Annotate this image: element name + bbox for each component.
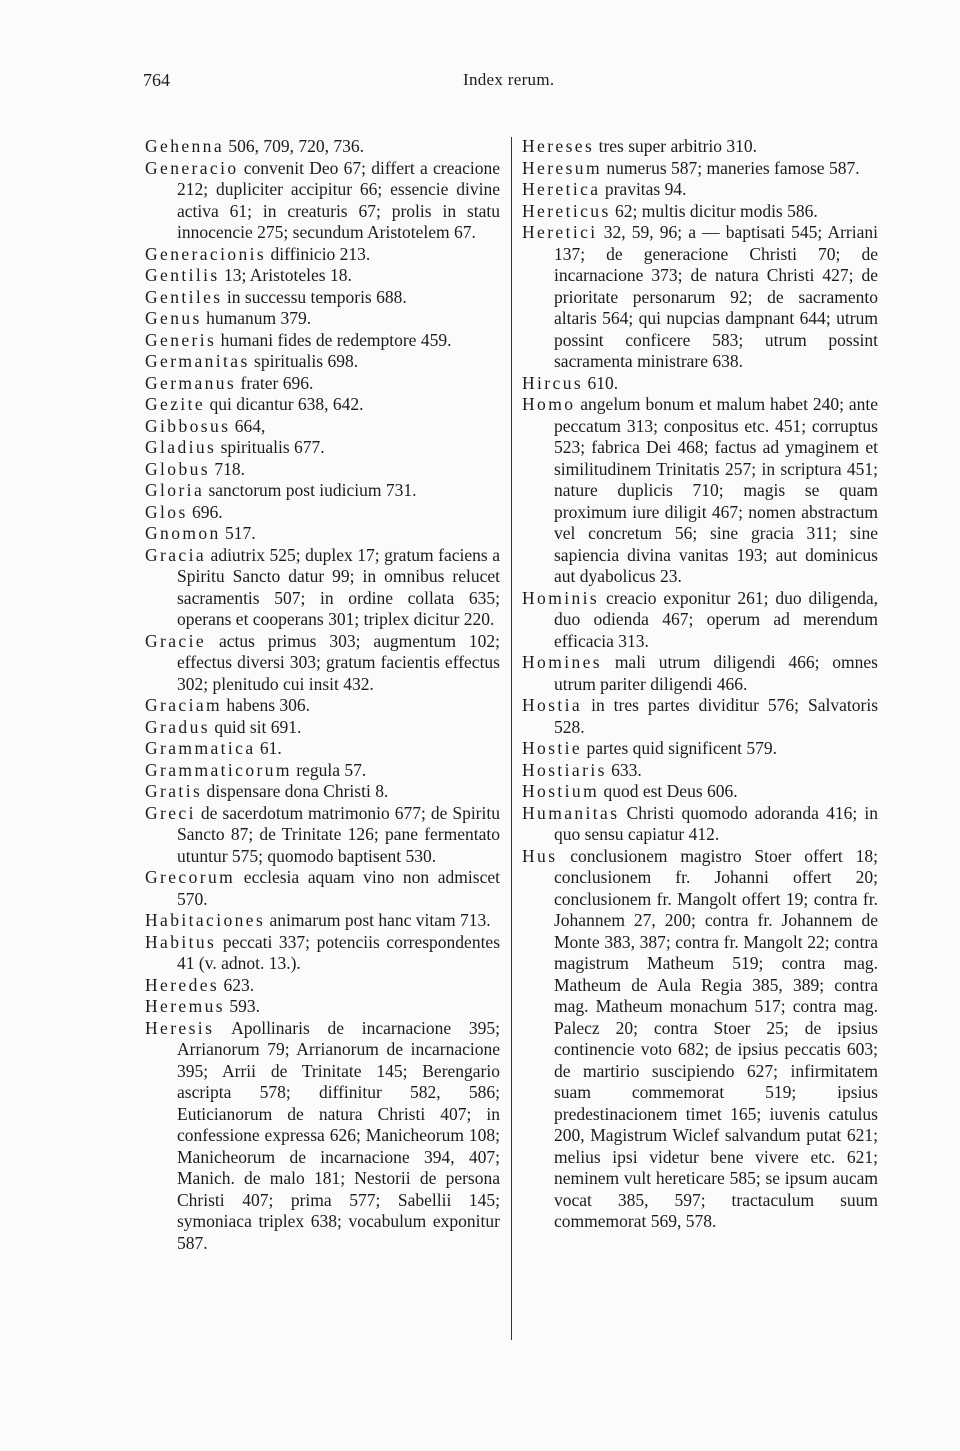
- entry-headword: Grammaticorum: [145, 759, 292, 780]
- index-entry: [145, 695, 500, 717]
- index-entry: [145, 631, 500, 696]
- index-entry: [145, 308, 500, 330]
- index-entry: [145, 996, 500, 1018]
- index-entry: [145, 803, 500, 868]
- entry-headword: Hircus: [522, 372, 584, 393]
- entry-references: pravitas 94.: [604, 179, 687, 199]
- entry-headword: Heresis: [145, 1017, 215, 1038]
- entry-headword: Heresum: [522, 157, 602, 178]
- index-entry: [145, 373, 500, 395]
- entry-headword: Gratis: [145, 781, 203, 801]
- entry-references: adiutrix 525; duplex 17; gratum faciens a Spiritu Sancto datur 99; in omnibus relucet sacramentis 507; in ordine collata 635; operans et cooperans 301; triplex dicitur 220.: [177, 544, 500, 629]
- index-entry: [145, 437, 500, 459]
- index-entry: [145, 394, 500, 416]
- entry-references: in successu temporis 688.: [226, 286, 407, 307]
- entry-references: 517.: [225, 523, 256, 543]
- index-entry: [522, 803, 878, 846]
- entry-references: spiritualis 677.: [220, 437, 325, 457]
- index-entry: [145, 910, 500, 932]
- entry-references: 61.: [259, 738, 282, 758]
- entry-references: 696.: [192, 501, 223, 522]
- index-entry: [145, 330, 500, 352]
- index-entry: [145, 545, 500, 631]
- index-entry: [145, 265, 500, 287]
- entry-headword: Heremus: [145, 996, 225, 1016]
- entry-references: regula 57.: [296, 759, 367, 780]
- entry-headword: Gentilis: [145, 265, 220, 285]
- entry-references: 593.: [229, 996, 260, 1016]
- running-title: Index rerum.: [463, 70, 555, 89]
- entry-headword: Hostium: [522, 781, 600, 801]
- entry-headword: Germanus: [145, 372, 237, 393]
- entry-references: quid sit 691.: [214, 716, 302, 737]
- entry-headword: Glos: [145, 501, 188, 522]
- page-number: 764: [143, 70, 170, 90]
- entry-headword: Hostia: [522, 695, 583, 715]
- entry-references: partes quid significent 579.: [586, 738, 777, 758]
- entry-headword: Generacio: [145, 157, 239, 178]
- index-entry: [522, 158, 878, 180]
- entry-references: de sacerdotum matrimonio 677; de Spiritu Sancto 87; de Trinitate 126; pane fermentato utuntur 575; quomodo baptisent 530.: [177, 802, 500, 866]
- index-entry: [522, 201, 878, 223]
- index-entry: [145, 502, 500, 524]
- entry-references: 13; Aristoteles 18.: [224, 265, 352, 285]
- entry-headword: Hus: [522, 845, 558, 866]
- index-entry: [145, 1018, 500, 1255]
- entry-headword: Graciam: [145, 695, 223, 715]
- entry-references: 610.: [587, 372, 619, 393]
- index-entry: [145, 158, 500, 244]
- entry-references: numerus 587; maneries famose 587.: [606, 157, 860, 178]
- entry-headword: Generis: [145, 329, 217, 350]
- entry-headword: Gloria: [145, 480, 205, 500]
- index-entry: [522, 373, 878, 395]
- entry-references: animarum post hanc vitam 713.: [269, 910, 491, 930]
- entry-headword: Germanitas: [145, 351, 250, 371]
- index-entry: [145, 738, 500, 760]
- entry-references: 32, 59, 96; a — baptisati 545; Arriani 137; de generacione Christi 70; de incarnacione 373; de natura Christi 427; de prioritate personarum 92; de sacramento altaris 564; qui nupcias dampnant 644; utrum possint conficere 583; utrum possint sacramenta ministrare 638.: [554, 222, 879, 371]
- entry-headword: Gehenna: [145, 136, 224, 156]
- index-entry: [522, 760, 878, 782]
- entry-headword: Gradus: [145, 716, 210, 737]
- entry-headword: Hostiaris: [522, 759, 607, 780]
- entry-references: 506, 709, 720, 736.: [228, 136, 364, 156]
- entry-headword: Grecorum: [145, 867, 236, 887]
- entry-references: 718.: [214, 458, 245, 479]
- entry-headword: Hostie: [522, 738, 583, 758]
- entry-references: conclusionem magistro Stoer offert 18; conclusionem fr. Johanni offert 20; conclusionem fr. Mangolt offert 19; contra fr. Johannem 27, 200; contra fr. Johannem de Monte 383, 387; contra fr. Mangolt 22; contra magistrum Matheum 519; contra mag. Matheum de Aula Regia 385, 389; contra mag. Matheum monachum 517; contra mag. Palecz 20; contra Stoer 25; de ipsius continencie voto 682; de ipsius peccatis 603; de martirio suscipiendo 627; infirmitatem suam commemorat 519; ipsius predestinacionem timet 165; iuvenis catulus 200, Magistrum Wiclef salvandum putat 621; melius ipsi videtur bene vivere etc. 621; neminem vult hereticare 585; se ipsum aucam vocat 385, 597; tractaculum suum commemorat 569, 578.: [554, 845, 878, 1231]
- entry-references: Christi quomodo adoranda 416; in quo sensu capiatur 412.: [554, 802, 878, 844]
- entry-references: quod est Deus 606.: [603, 781, 738, 801]
- entry-references: actus primus 303; augmentum 102; effectus diversi 303; gratum facientis effectus 302; plenitudo cui insit 432.: [177, 630, 501, 694]
- entry-references: 623.: [223, 974, 255, 995]
- entry-references: peccati 337; potenciis correspondentes 41 (v. adnot. 13.).: [177, 931, 501, 973]
- entry-headword: Gracie: [145, 630, 207, 651]
- entry-headword: Heretica: [522, 179, 601, 199]
- entry-references: habens 306.: [226, 695, 311, 715]
- entry-references: 664,: [234, 415, 266, 436]
- index-entry: [145, 480, 500, 502]
- entry-headword: Gnomon: [145, 523, 221, 543]
- entry-references: tres super arbitrio 310.: [598, 136, 758, 156]
- index-entry: [522, 179, 878, 201]
- index-entry: [522, 781, 878, 803]
- entry-references: frater 696.: [240, 372, 314, 393]
- entry-headword: Genus: [145, 308, 202, 328]
- entry-headword: Grammatica: [145, 738, 256, 758]
- column-divider: [511, 137, 512, 1340]
- entry-headword: Homo: [522, 394, 576, 414]
- entry-references: in tres partes dividitur 576; Salvatoris 528.: [554, 695, 879, 737]
- entry-references: humani fides de redemptore 459.: [220, 329, 452, 350]
- entry-headword: Gracia: [145, 544, 207, 565]
- right-column: [522, 136, 878, 1233]
- index-entry: [522, 652, 878, 695]
- index-entry: [145, 975, 500, 997]
- index-entry: [145, 287, 500, 309]
- index-entry: [145, 523, 500, 545]
- entry-headword: Hereses: [522, 136, 595, 156]
- index-entry: [522, 846, 878, 1233]
- entry-headword: Homines: [522, 652, 602, 672]
- index-entry: [522, 695, 878, 738]
- entry-references: convenit Deo 67; differt a creacione 212; dupliciter accipitur 66; essencie divine activa 61; in creaturis 67; prolis in statu innocencie 275; secundum Aristotelem 67.: [177, 157, 501, 242]
- entry-references: Apollinaris de incarnacione 395; Arrianorum 79; Arrianorum de incarnacione 395; Arrii de Trinitate 145; Berengario ascripta 578; diffinitur 582, 586; Euticianorum de natura Christi 407; in confessione expressa 626; Manicheorum 108; Manicheorum de incarnacione 394, 407; Manich. de malo 181; Nestorii de persona Christi 407; prima 577; Sabellii 145; symoniaca triplex 638; vocabulum exponitur 587.: [177, 1017, 500, 1253]
- entry-headword: Generacionis: [145, 243, 267, 264]
- index-entry: [145, 459, 500, 481]
- entry-headword: Gibbosus: [145, 415, 231, 436]
- entry-headword: Humanitas: [522, 802, 620, 823]
- index-entry: [145, 136, 500, 158]
- index-entry: [522, 738, 878, 760]
- index-entry: [145, 244, 500, 266]
- entry-headword: Hereticus: [522, 200, 611, 221]
- index-entry: [145, 351, 500, 373]
- entry-references: qui dicantur 638, 642.: [209, 394, 364, 414]
- index-entry: [145, 416, 500, 438]
- entry-headword: Heredes: [145, 974, 220, 995]
- entry-references: mali utrum diligendi 466; omnes utrum pariter diligendi 466.: [554, 652, 878, 694]
- entry-references: dispensare dona Christi 8.: [206, 781, 389, 801]
- index-entry: [522, 588, 878, 653]
- entry-headword: Habitaciones: [145, 910, 266, 930]
- entry-headword: Gentiles: [145, 286, 223, 307]
- entry-headword: Gezite: [145, 394, 206, 414]
- index-entry: [145, 867, 500, 910]
- index-entry: [145, 760, 500, 782]
- index-entry: [145, 932, 500, 975]
- entry-references: humanum 379.: [206, 308, 312, 328]
- entry-references: creacio exponitur 261; duo diligenda, duo odienda 467; operum ad merendum efficacia 313.: [554, 587, 879, 651]
- entry-headword: Greci: [145, 802, 196, 823]
- entry-headword: Heretici: [522, 222, 598, 242]
- index-entry: [145, 781, 500, 803]
- entry-references: angelum bonum et malum habet 240; ante peccatum 313; conpositus etc. 451; corruptus 523; fabrica Dei 468; factus ad ymaginem et similitudinem Trinitatis 257; in scriptura 451; nature duplicis 710; magis se quam proximum iure diligit 467; nomen abstractum vel concretum 56; sine gracia 311; sine sapiencia divina vanitas 193; aut dominicus aut dyabolicus 23.: [554, 394, 879, 586]
- entry-references: ecclesia aquam vino non admiscet 570.: [177, 867, 500, 909]
- entry-references: 633.: [611, 759, 642, 780]
- entry-references: 62; multis dicitur modis 586.: [615, 200, 818, 221]
- left-column: [145, 136, 500, 1254]
- entry-headword: Habitus: [145, 931, 217, 952]
- entry-references: diffinicio 213.: [270, 243, 371, 264]
- entry-headword: Gladius: [145, 437, 217, 457]
- entry-headword: Globus: [145, 458, 210, 479]
- index-entry: [522, 222, 878, 373]
- index-entry: [145, 717, 500, 739]
- entry-headword: Hominis: [522, 587, 600, 608]
- index-entry: [522, 136, 878, 158]
- page-header: [143, 70, 860, 98]
- entry-references: sanctorum post iudicium 731.: [208, 480, 417, 500]
- entry-references: spiritualis 698.: [254, 351, 359, 371]
- index-entry: [522, 394, 878, 588]
